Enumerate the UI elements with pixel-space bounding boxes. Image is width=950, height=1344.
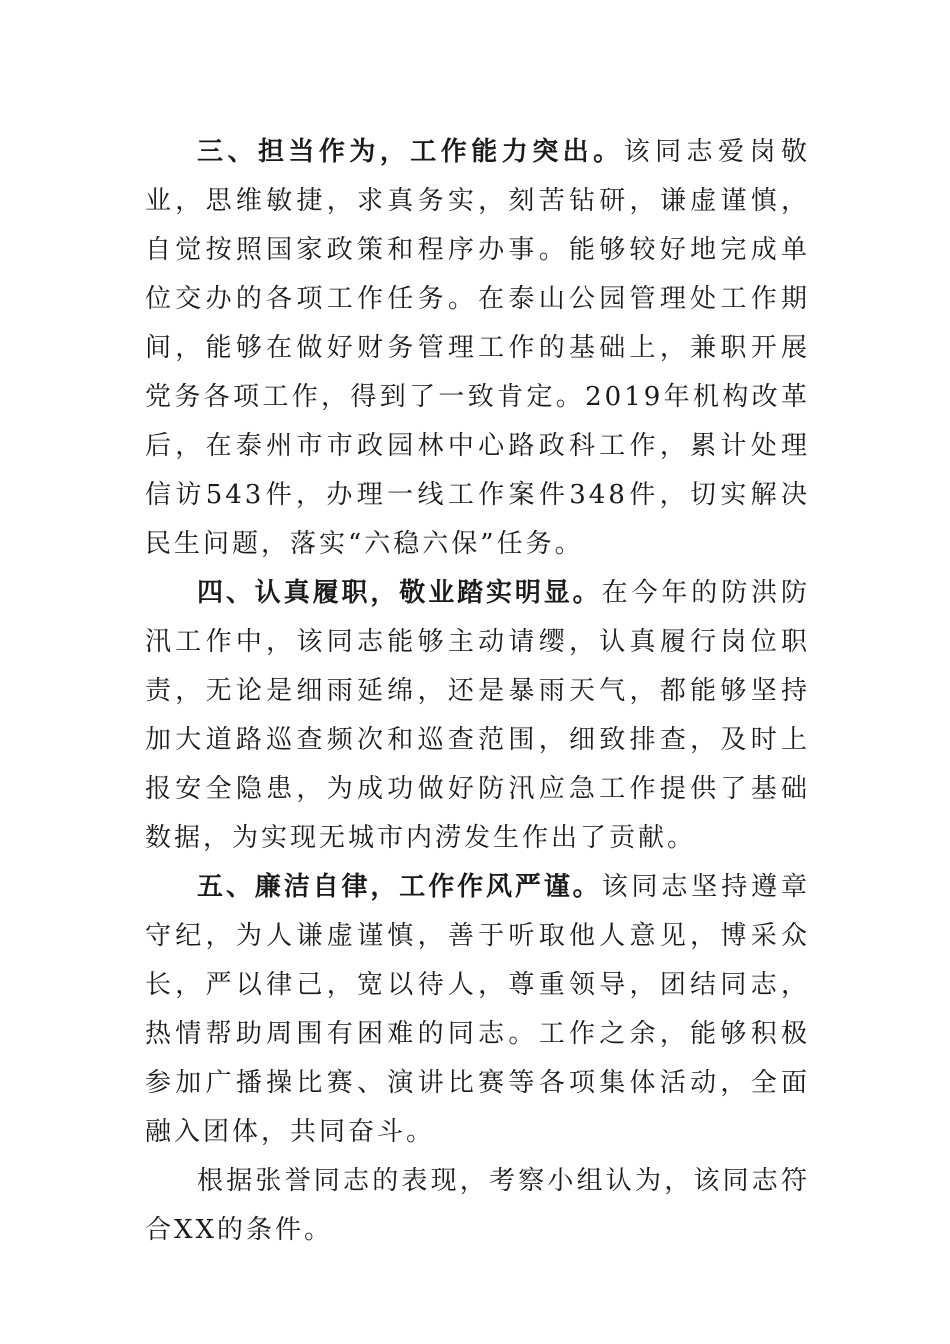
section-5-body: 该同志坚持遵章守纪，为人谦虚谨慎，善于听取他人意见，博采众长，严以律己，宽以待人，尊重领导，团结同志，热情帮助周围有困难的同志。工作之余，能够积极参加广播操比赛、演讲比赛等各项集体活动，全面融入团体，共同奋斗。 bbox=[145, 872, 810, 1147]
paragraph-conclusion bbox=[145, 1157, 810, 1255]
section-4-heading: 四、认真履职，敬业踏实明显。 bbox=[197, 578, 602, 608]
paragraph-section-4 bbox=[145, 569, 810, 863]
section-5-heading: 五、廉洁自律，工作作风严谨。 bbox=[197, 872, 602, 902]
paragraph-section-3 bbox=[145, 128, 810, 569]
document-page bbox=[145, 128, 810, 1255]
section-3-heading: 三、担当作为，工作能力突出。 bbox=[197, 137, 624, 167]
section-3-body: 该同志爱岗敬业，思维敏捷，求真务实，刻苦钻研，谦虚谨慎，自觉按照国家政策和程序办事。能够较好地完成单位交办的各项工作任务。在泰山公园管理处工作期间，能够在做好财务管理工作的基础上，兼职开展党务各项工作，得到了一致肯定。2019年机构改革后，在泰州市市政园林中心路政科工作，累计处理信访543件，办理一线工作案件348件，切实解决民生问题，落实“六稳六保”任务。 bbox=[145, 137, 810, 559]
section-4-body: 在今年的防洪防汛工作中，该同志能够主动请缨，认真履行岗位职责，无论是细雨延绵，还是暴雨天气，都能够坚持加大道路巡查频次和巡查范围，细致排查，及时上报安全隐患，为成功做好防汛应急工作提供了基础数据，为实现无城市内涝发生作出了贡献。 bbox=[145, 578, 810, 853]
paragraph-section-5 bbox=[145, 863, 810, 1157]
conclusion-text: 根据张誉同志的表现，考察小组认为，该同志符合XX的条件。 bbox=[145, 1166, 810, 1245]
